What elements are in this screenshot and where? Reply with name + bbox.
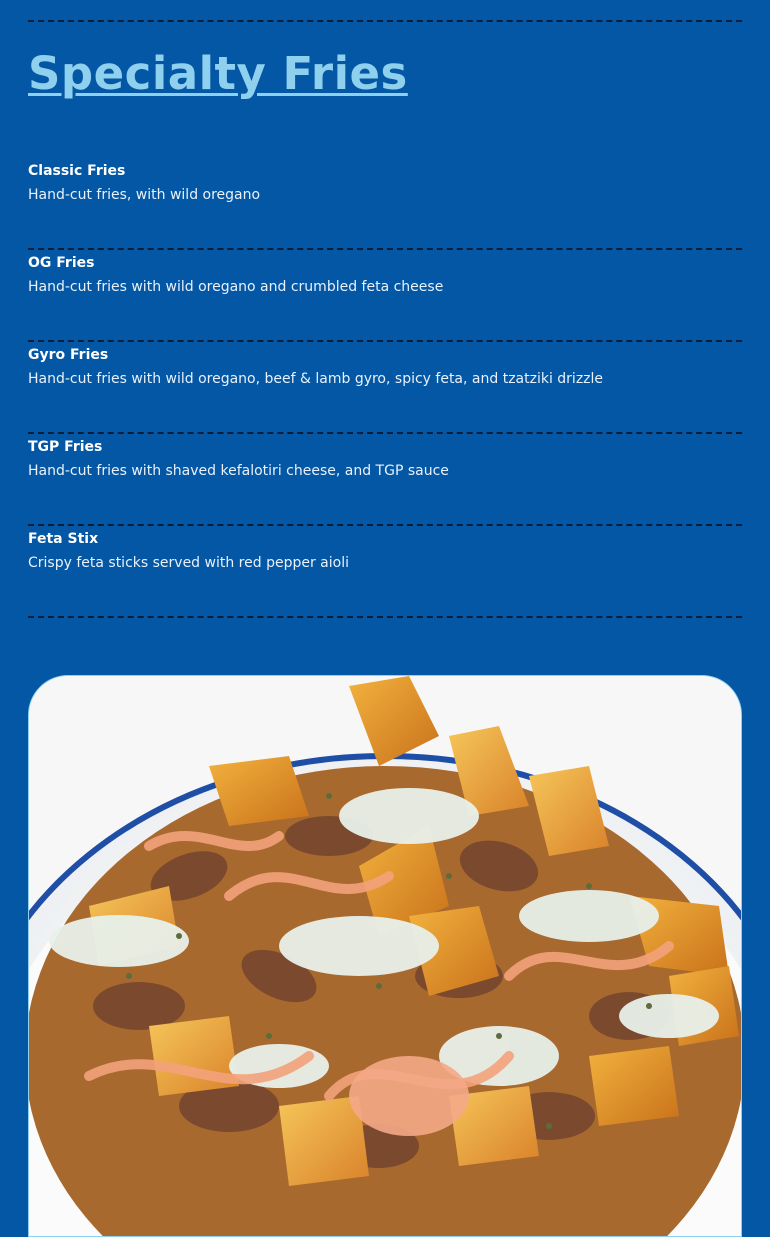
- menu-item: [28, 344, 742, 434]
- item-divider: [28, 524, 742, 526]
- menu-item-description: Hand-cut fries with wild oregano, beef & lamb gyro, spicy feta, and tzatziki drizzle: [28, 371, 604, 387]
- item-divider: [28, 248, 742, 250]
- top-divider: [28, 20, 742, 22]
- menu-item-description: Hand-cut fries with wild oregano and crumbled feta cheese: [28, 279, 444, 295]
- menu-item-description: Crispy feta sticks served with red pepper aioli: [28, 555, 349, 571]
- menu-item-name: Gyro Fries: [28, 347, 109, 363]
- menu-item: [28, 528, 742, 618]
- menu-item: [28, 252, 742, 342]
- item-divider: [28, 616, 742, 618]
- section-title[interactable]: Specialty Fries: [28, 47, 408, 100]
- menu-item-description: Hand-cut fries with shaved kefalotiri cheese, and TGP sauce: [28, 463, 449, 479]
- menu-item: [28, 160, 742, 250]
- gyro-fries-photo: [28, 675, 742, 1237]
- menu-item-name: TGP Fries: [28, 439, 103, 455]
- item-divider: [28, 340, 742, 342]
- menu-item-name: Classic Fries: [28, 163, 126, 179]
- menu-list: [28, 160, 742, 618]
- menu-item-description: Hand-cut fries, with wild oregano: [28, 187, 261, 203]
- item-divider: [28, 432, 742, 434]
- fries-bowl-illustration: [29, 676, 741, 1236]
- menu-item-name: Feta Stix: [28, 531, 99, 547]
- menu-item: [28, 436, 742, 526]
- menu-page: [28, 0, 742, 618]
- menu-item-name: OG Fries: [28, 255, 95, 271]
